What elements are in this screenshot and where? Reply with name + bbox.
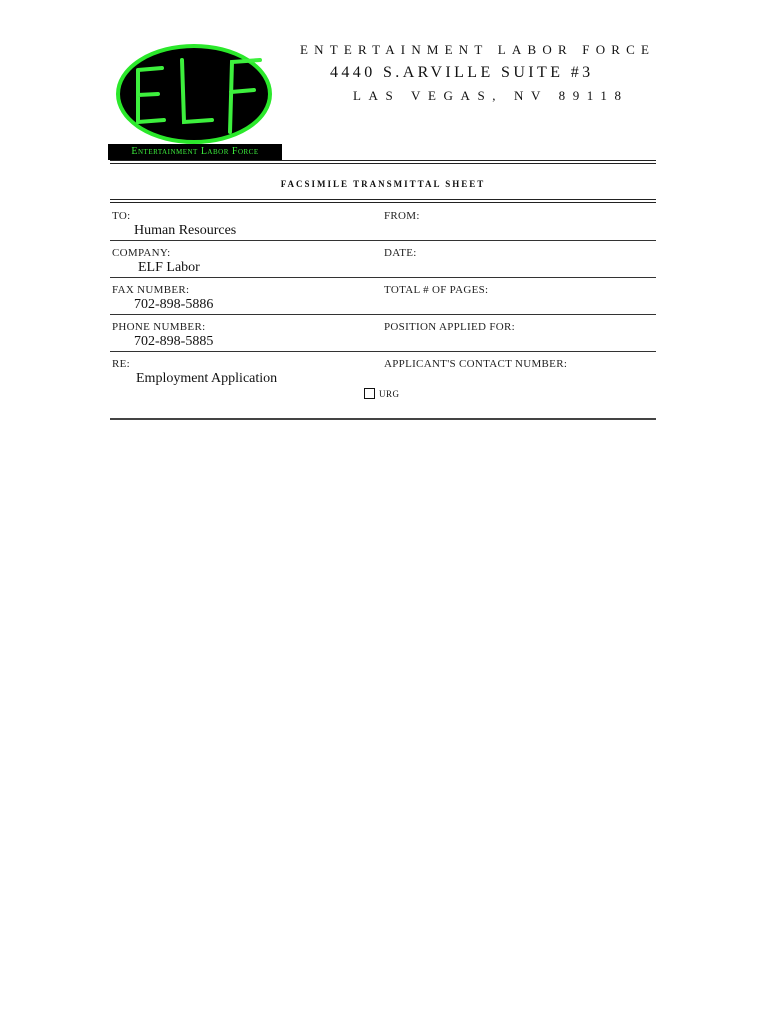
sheet-title: FACSIMILE TRANSMITTAL SHEET	[280, 179, 486, 189]
company-address: 4440 S.ARVILLE SUITE #3	[330, 64, 594, 81]
phone-number-label: PHONE NUMBER:	[112, 321, 206, 333]
position-applied-label: POSITION APPLIED FOR:	[384, 321, 515, 333]
title-rule-bottom	[110, 202, 656, 203]
re-label: RE:	[112, 358, 131, 370]
form-row-phone-position	[110, 315, 656, 352]
phone-number-value[interactable]: 702-898-5885	[134, 334, 214, 349]
header-rule-top	[110, 160, 656, 161]
company-label: COMPANY:	[112, 247, 171, 259]
to-label: TO:	[112, 210, 131, 222]
company-name: ENTERTAINMENT LABOR FORCE	[300, 42, 656, 57]
urgent-label: URG	[379, 388, 400, 399]
logo-caption: Entertainment Labor Force	[108, 144, 282, 160]
company-value[interactable]: ELF Labor	[138, 260, 200, 275]
form-row-re-contact	[110, 352, 656, 420]
to-value[interactable]: Human Resources	[134, 223, 237, 238]
fax-number-label: FAX NUMBER:	[112, 284, 190, 296]
urgent-option[interactable]	[364, 388, 400, 399]
title-rule-top	[110, 199, 656, 200]
fax-number-value[interactable]: 702-898-5886	[134, 297, 214, 312]
company-city: LAS VEGAS, NV 89118	[353, 88, 629, 103]
header-rule-bottom	[110, 163, 656, 164]
from-label: FROM:	[384, 210, 420, 222]
form-row-company-date	[110, 241, 656, 278]
applicant-contact-label: APPLICANT'S CONTACT NUMBER:	[384, 358, 568, 370]
urgent-checkbox[interactable]	[364, 388, 375, 399]
transmittal-form	[110, 204, 656, 420]
re-value[interactable]: Employment Application	[136, 371, 278, 386]
elf-logo-mark	[108, 40, 284, 144]
form-row-fax-pages	[110, 278, 656, 315]
date-label: DATE:	[384, 247, 417, 259]
total-pages-label: TOTAL # OF PAGES:	[384, 284, 489, 296]
form-row-to-from	[110, 204, 656, 241]
